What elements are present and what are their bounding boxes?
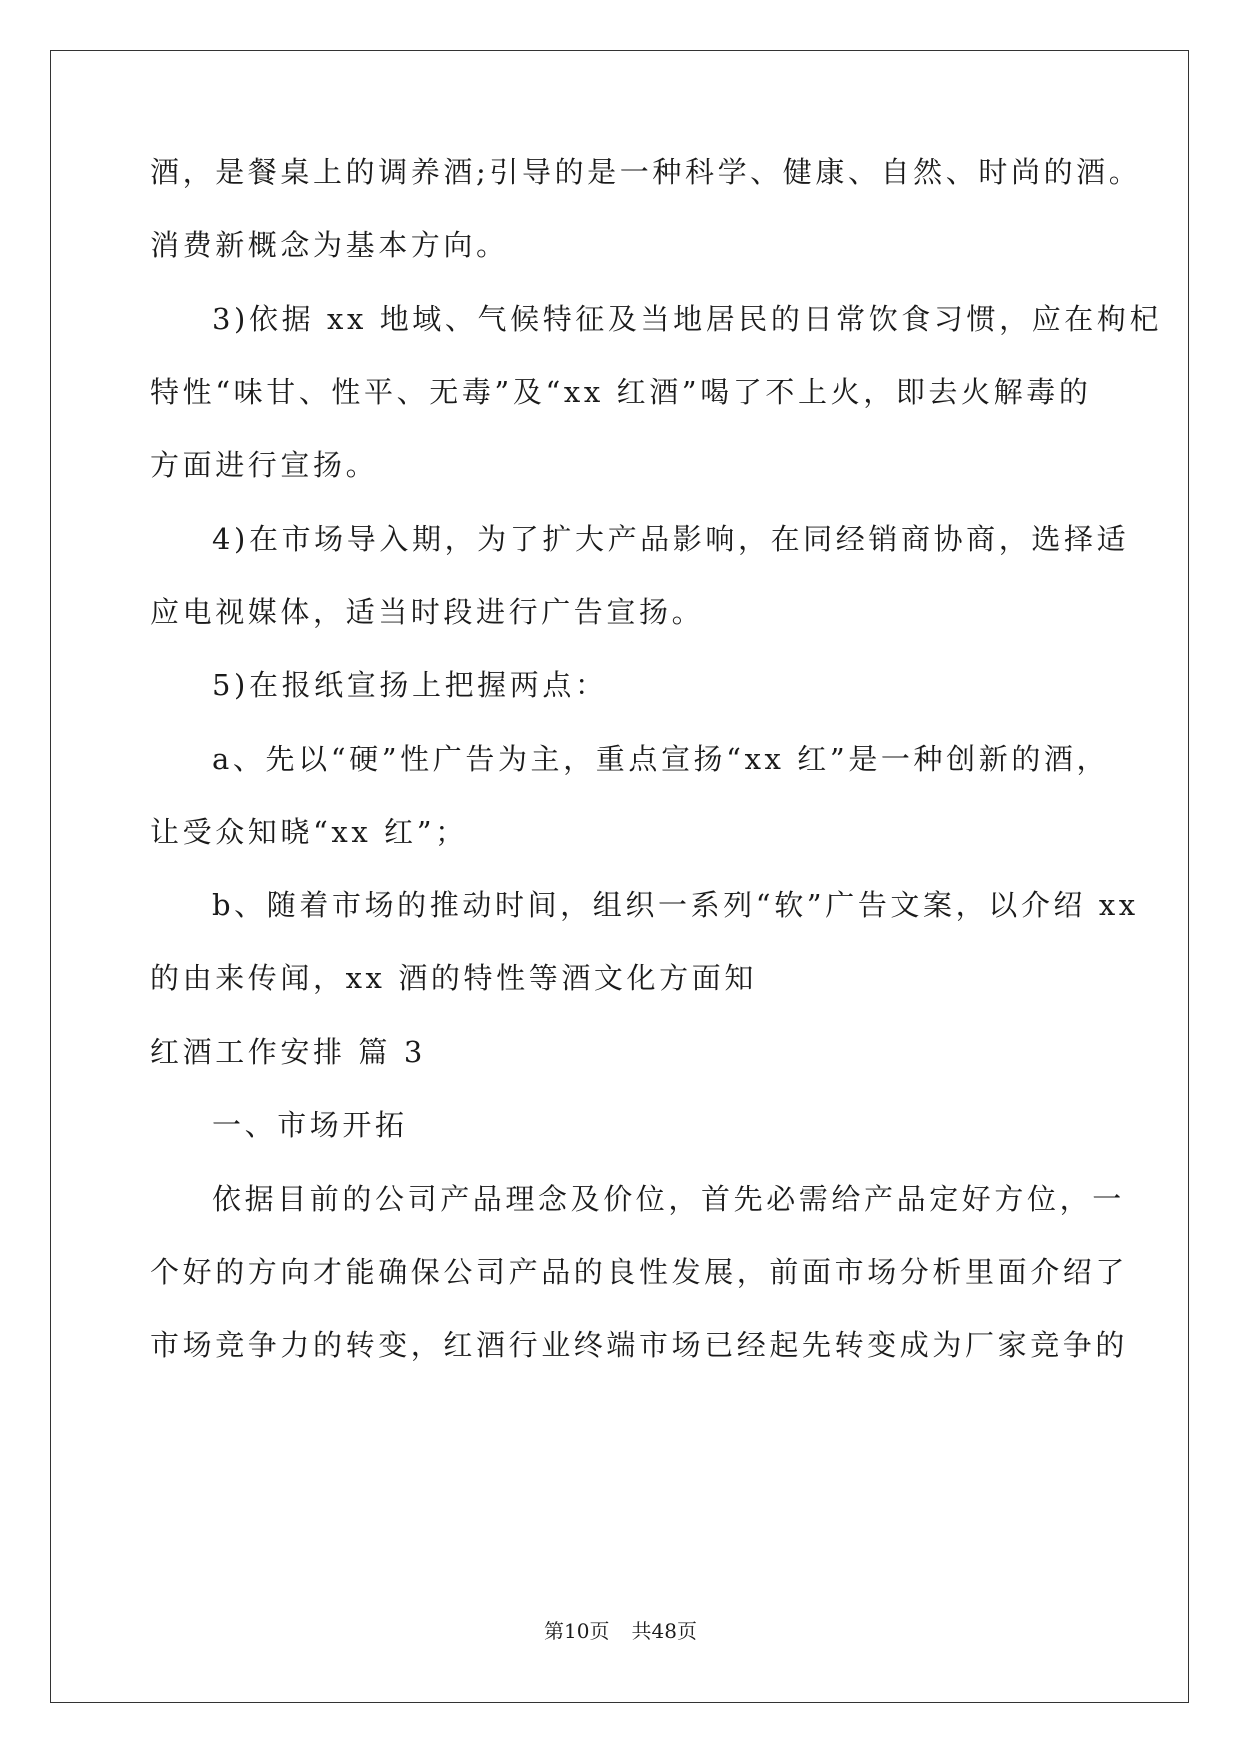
paragraph-line: 酒，是餐桌上的调养酒;引导的是一种科学、健康、自然、时尚的酒。	[150, 155, 1142, 189]
page-total: 共48页	[631, 1619, 697, 1643]
paragraph-line: 市场竞争力的转变，红酒行业终端市场已经起先转变成为厂家竞争的	[150, 1328, 1129, 1362]
paragraph-line: 让受众知晓“xx 红”；	[150, 815, 468, 849]
page-number: 第10页	[544, 1619, 610, 1643]
paragraph-line: 个好的方向才能确保公司产品的良性发展，前面市场分析里面介绍了	[150, 1255, 1129, 1289]
paragraph-line: 的由来传闻，xx 酒的特性等酒文化方面知	[150, 961, 757, 995]
section-heading: 红酒工作安排 篇 3	[150, 1035, 426, 1069]
page-footer	[0, 1618, 1241, 1644]
paragraph-line: 方面进行宣扬。	[150, 448, 379, 482]
paragraph-line: 4)在市场导入期，为了扩大产品影响，在同经销商协商，选择适	[212, 522, 1130, 556]
paragraph-line: 特性“味甘、性平、无毒”及“xx 红酒”喝了不上火，即去火解毒的	[150, 375, 1092, 409]
paragraph-line: 消费新概念为基本方向。	[150, 228, 509, 262]
paragraph-line: 3)依据 xx 地域、气候特征及当地居民的日常饮食习惯，应在枸杞	[212, 302, 1163, 336]
page-border	[50, 50, 1189, 1703]
paragraph-line: b、随着市场的推动时间，组织一系列“软”广告文案，以介绍 xx	[212, 888, 1139, 922]
paragraph-line: 依据目前的公司产品理念及价位，首先必需给产品定好方位，一	[212, 1182, 1125, 1216]
paragraph-line: a、先以“硬”性广告为主，重点宣扬“xx 红”是一种创新的酒，	[212, 742, 1110, 776]
subsection-heading: 一、市场开拓	[212, 1108, 408, 1142]
paragraph-line: 5)在报纸宣扬上把握两点：	[212, 668, 608, 702]
paragraph-line: 应电视媒体，适当时段进行广告宣扬。	[150, 595, 705, 629]
